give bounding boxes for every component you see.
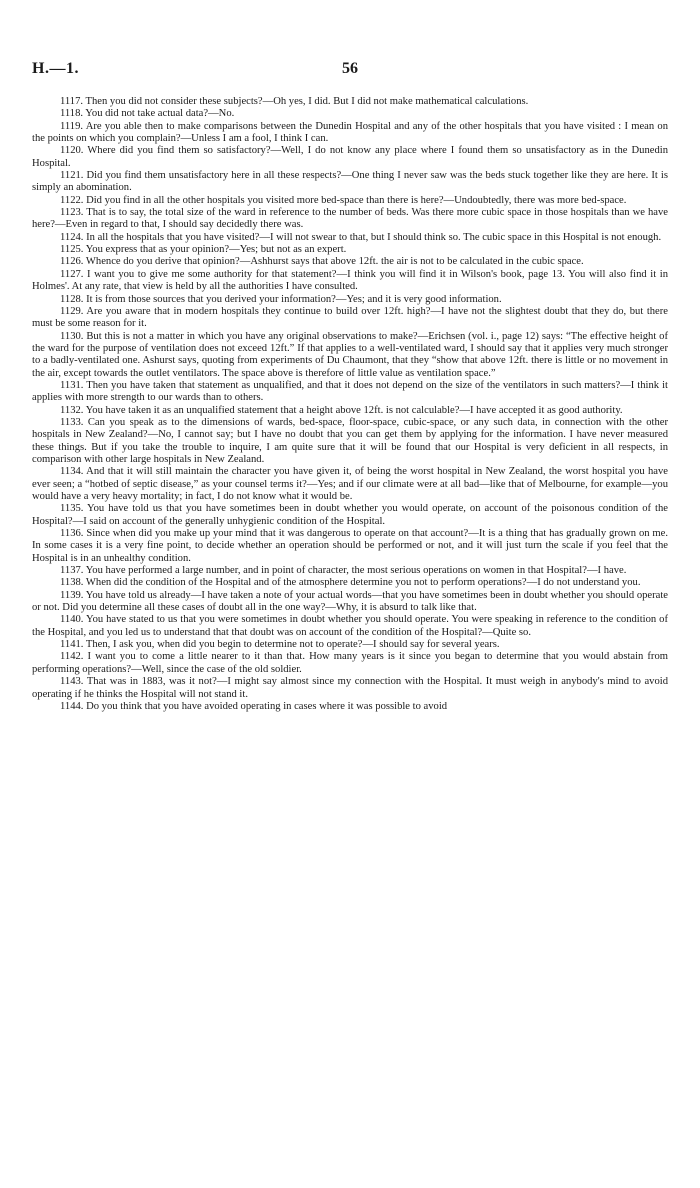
page-number: 56 [342,60,358,77]
paragraph-1132: 1132. You have taken it as an unqualified statement that a height above 12ft. is not calculable?—I have accepted it as good authority. [60,404,623,416]
paragraph-1139: 1139. You have told us already—I have taken a note of your actual words—that you have sometimes been in doubt whether you should operate or not. Did you determine all these cases of doubt all in the one way?—Why, it is absurd to talk like that. [32,589,668,614]
paragraph-1142: 1142. I want you to come a little nearer to it than that. How many years is it since you began to determine that you would abstain from performing operations?—Well, since the case of the old soldier. [32,651,668,675]
paragraph-1123: 1123. That is to say, the total size of the ward in reference to the number of beds. Was there more cubic space in those hospitals than we have here?—Even in regard to that, I should say decidedly there was. [32,207,668,231]
paragraph-1118: 1118. You did not take actual data?—No. [60,108,235,120]
paragraph-1129: 1129. Are you aware that in modern hospitals they continue to build over 12ft. high?—I have not the slightest doubt that they do, but there must be some reason for it. [32,305,668,330]
paragraph-1119: 1119. Are you able then to make comparisons between the Dunedin Hospital and any of the other hospitals that you have visited : I mean on the points on which you complain?—Unless I am a fool, I think I can. [32,120,668,145]
paragraph-1134: 1134. And that it will still maintain the character you have given it, of being the worst hospital in New Zealand, the worst hospital you have ever seen; a “hotbed of septic disease,” as your counsel terms it?—Yes; and if our climate were at all bad—like that of Melbourne, for example—you would have a very heavy mortality; in fact, I do not know what it would be. [32,466,668,502]
document-code: H.—1. [32,60,79,77]
body-text [32,96,668,713]
paragraph-1138: 1138. When did the condition of the Hospital and of the atmosphere determine you not to perform operations?—I do not understand you. [60,577,641,589]
paragraph-1130: 1130. But this is not a matter in which you have any original observations to make?—Erichsen (vol. i., page 12) says: “The effective height of the ward for the purpose of ventilation does not exceed 12ft.” If that applies to a well-ventilated ward, I should say that it applies very much stronger to a badly-ventilated one. Ashurst says, quoting from experiments of Du Chaumont, that they “show that above 12ft. there is little or no movement in the air, except towards the outlet ventilators. The space above is therefore of little value as ventilation space.” [32,330,668,379]
paragraph-1140: 1140. You have stated to us that you were sometimes in doubt whether you should operate. You were speaking in reference to the condition of the Hospital, and you led us to understand that that doubt was on account of the condition of the Hospital?—Quite so. [32,614,668,638]
paragraph-1143: 1143. That was in 1883, was it not?—I might say almost since my connection with the Hospital. It must weigh in anybody's mind to avoid operating if he thinks the Hospital will not stand it. [32,676,668,700]
page-header [32,60,668,82]
paragraph-1120: 1120. Where did you find them so satisfactory?—Well, I do not know any place where I found them so unsatisfactory as in the Dunedin Hospital. [32,145,668,169]
paragraph-1131: 1131. Then you have taken that statement as unqualified, and that it does not depend on the size of the ventilators in such matters?—I think it applies with more strength to our wards than to others. [32,379,668,404]
paragraph-1137: 1137. You have performed a large number, and in point of character, the most serious operations on women in that Hospital?—I have. [60,565,627,577]
paragraph-1141: 1141. Then, I ask you, when did you begin to determine not to operate?—I should say for several years. [60,639,500,651]
paragraph-1121: 1121. Did you find them unsatisfactory here in all these respects?—One thing I never saw was the beds stuck together like they are here. It is simply an abomination. [32,170,668,194]
paragraph-1136: 1136. Since when did you make up your mind that it was dangerous to operate on that account?—It is a thing that has gradually grown on me. In some cases it is a very fine point, to decide whether an operation should be performed or not, and it will just turn the scale if you feel that the Hospital is in an unhealthy condition. [32,528,668,564]
paragraph-1126: 1126. Whence do you derive that opinion?—Ashhurst says that above 12ft. the air is not to be calculated in the cubic space. [60,256,584,268]
paragraph-1133: 1133. Can you speak as to the dimensions of wards, bed-space, floor-space, cubic-space, or any such data, in connection with the other hospitals in New Zealand?—No, I cannot say; but I have no doubt that you can get them by applying for the information. I have never measured these things. But if you take the trouble to inquire, I am quite sure that it will be found that our Hospital is very deficient in all respects, in comparison with other large hospitals in New Zealand. [32,416,668,465]
paragraph-1128: 1128. It is from those sources that you derived your information?—Yes; and it is very good information. [60,293,502,305]
paragraph-1125: 1125. You express that as your opinion?—Yes; but not as an expert. [60,244,347,256]
paragraph-1124: 1124. In all the hospitals that you have visited?—I will not swear to that, but I should think so. The cubic space in this Hospital is not enough. [60,231,662,243]
paragraph-1135: 1135. You have told us that you have sometimes been in doubt whether you would operate, on account of the poisonous condition of the Hospital?—I said on account of the generally unhygienic condition of the Hospital. [32,503,668,527]
paragraph-1122: 1122. Did you find in all the other hospitals you visited more bed-space than there is here?—Undoubtedly, there was more bed-space. [60,194,627,206]
paragraph-1117: 1117. Then you did not consider these subjects?—Oh yes, I did. But I did not make mathematical calculations. [60,96,529,107]
paragraph-1144: 1144. Do you think that you have avoided operating in cases where it was possible to avoid [60,700,448,712]
paragraph-1127: 1127. I want you to give me some authority for that statement?—I think you will find it in Wilson's book, page 13. You will also find it in Holmes'. At any rate, that view is held by all the authorities I have consulted. [32,268,668,293]
